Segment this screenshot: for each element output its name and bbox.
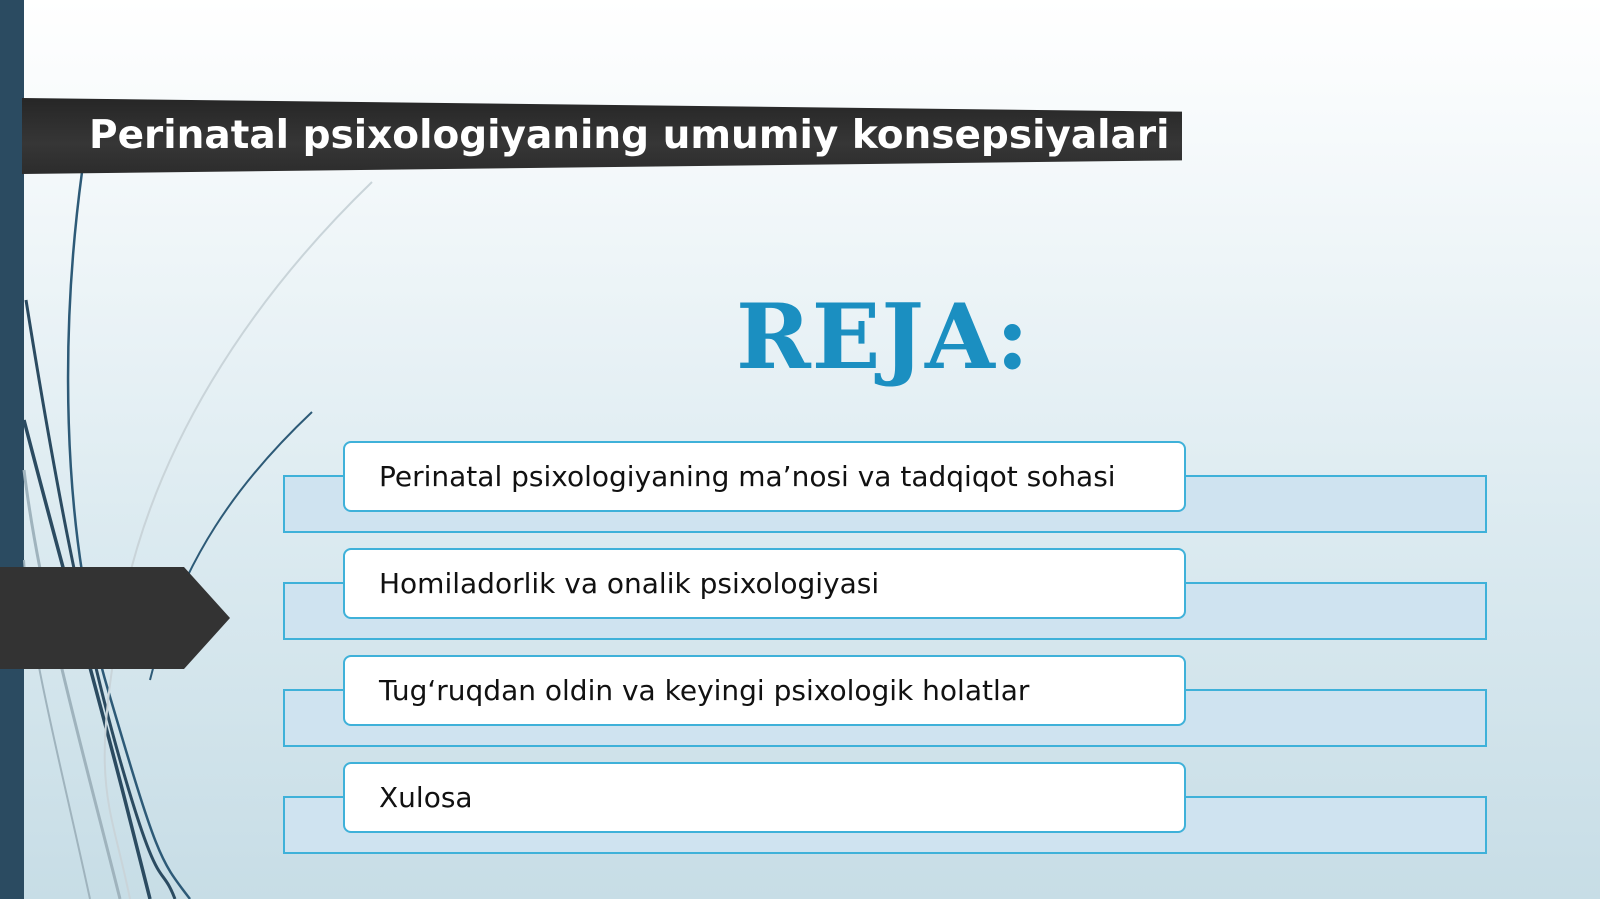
left-accent-bar [0,0,24,899]
plan-item-3 [343,655,1186,726]
plan-item-4 [343,762,1186,833]
plan-item-1-text: Perinatal psixologiyaning ma’nosi va tadqiqot sohasi [379,460,1116,493]
plan-item-4-text: Xulosa [379,781,473,814]
plan-item-2-text: Homiladorlik va onalik psixologiyasi [379,567,880,600]
plan-heading: REJA: [736,284,1031,390]
plan-item-3-text: Tug‘ruqdan oldin va keyingi psixologik holatlar [379,674,1030,707]
plan-item-2 [343,548,1186,619]
slide-title: Perinatal psixologiyaning umumiy konsepsiyalari [89,113,1170,158]
plan-item-1 [343,441,1186,512]
left-arrow-tab [0,567,230,669]
